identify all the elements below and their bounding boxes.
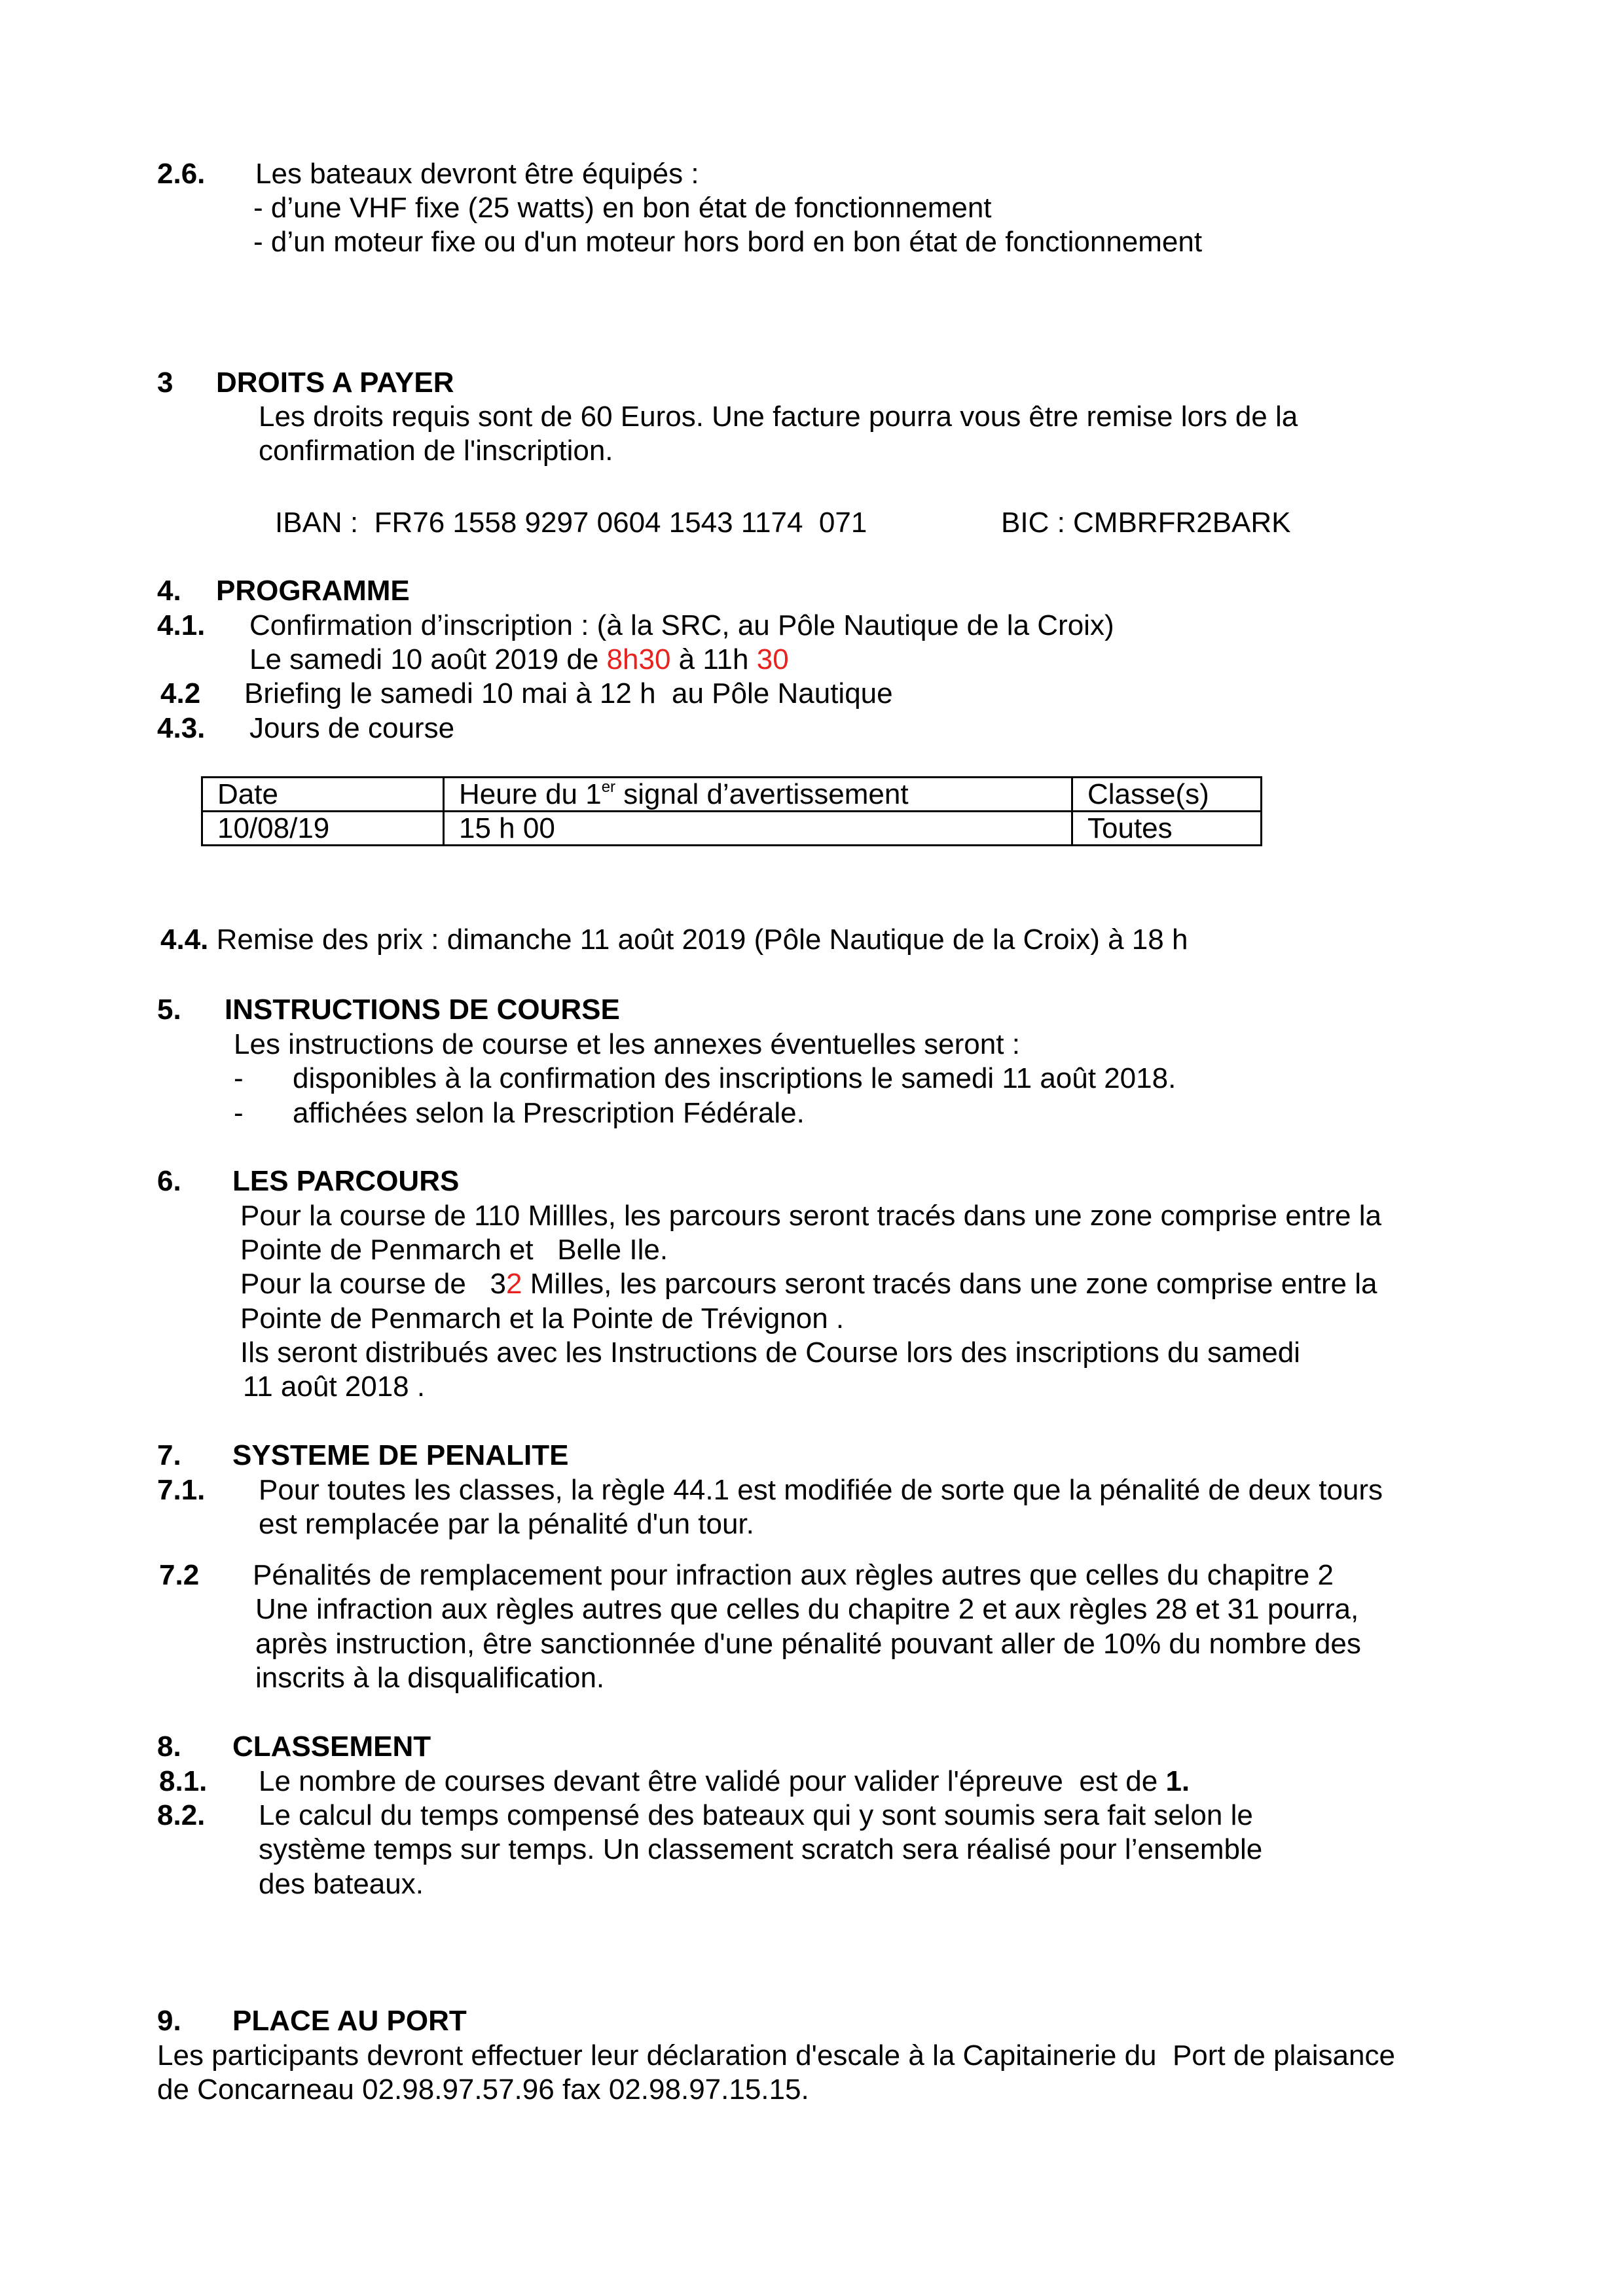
section-8-2-line3: des bateaux. — [259, 1868, 424, 1900]
section-8-number: 8. — [157, 1731, 181, 1763]
port-text-line2: de Concarneau 02.98.97.57.96 fax 02.98.97.15.15. — [157, 2073, 809, 2106]
section-8-1-text-part: Le nombre de courses devant être validé pour valider l'épreuve est de — [259, 1765, 1166, 1797]
table-cell-classes: Toutes — [1072, 812, 1262, 846]
courses-line4: Pointe de Penmarch et la Pointe de Trévignon . — [240, 1302, 845, 1335]
section-2-6-number: 2.6. — [157, 158, 206, 190]
table-header-row — [202, 778, 1262, 812]
confirmation-date-part: Le samedi 10 août 2019 de — [249, 643, 607, 675]
section-5-title: INSTRUCTIONS DE COURSE — [225, 994, 620, 1026]
section-7-2-line3: après instruction, être sanctionnée d'une pénalité pouvant aller de 10% du nombre des — [255, 1628, 1361, 1660]
confirmation-start-time: 8h30 — [606, 643, 671, 675]
section-4-4 — [160, 925, 1188, 954]
instructions-item-posting: affichées selon la Prescription Fédérale. — [293, 1097, 805, 1129]
race-schedule-table — [201, 776, 1262, 846]
confirmation-end-minutes: 30 — [756, 643, 789, 675]
table-header-signal-sup: er — [601, 778, 616, 796]
section-8-2-line2: système temps sur temps. Un classement scratch sera réalisé pour l’ensemble — [259, 1833, 1263, 1865]
bic-text: BIC : CMBRFR2BARK — [1001, 507, 1291, 539]
section-9-number: 9. — [157, 2005, 181, 2037]
courses-line5: Ils seront distribués avec les Instructions de Course lors des inscriptions du samedi — [240, 1336, 1300, 1369]
section-3-title: DROITS A PAYER — [216, 367, 454, 399]
table-header-signal-part: signal d’avertissement — [615, 778, 909, 810]
courses-line3 — [240, 1270, 1377, 1299]
section-4-2-number: 4.2 — [160, 677, 201, 709]
section-8-2-line1: Le calcul du temps compensé des bateaux qui y sont soumis sera fait selon le — [259, 1799, 1253, 1831]
section-4-2-text: Briefing le samedi 10 mai à 12 h au Pôle Nautique — [244, 677, 893, 709]
section-8-2-number: 8.2. — [157, 1799, 206, 1831]
section-8-1-number: 8.1. — [159, 1765, 208, 1797]
section-9-title: PLACE AU PORT — [232, 2005, 467, 2037]
equipment-item-vhf: - d’une VHF fixe (25 watts) en bon état de fonctionnement — [253, 192, 992, 224]
section-5-number: 5. — [157, 994, 181, 1026]
table-header-signal-part: Heure du 1 — [459, 778, 602, 810]
section-7-1-line2: est remplacée par la pénalité d'un tour. — [259, 1508, 754, 1540]
section-4-3-number: 4.3. — [157, 712, 206, 744]
table-row — [202, 812, 1262, 846]
confirmation-date — [249, 645, 789, 674]
section-7-2-number: 7.2 — [159, 1559, 200, 1591]
bullet-dash: - — [234, 1097, 244, 1129]
port-text-line1: Les participants devront effectuer leur déclaration d'escale à la Capitainerie du Port de plaisance — [157, 2039, 1395, 2072]
equipment-item-engine: - d’un moteur fixe ou d'un moteur hors bord en bon état de fonctionnement — [253, 226, 1203, 258]
section-4-3-text: Jours de course — [249, 712, 455, 744]
section-4-number: 4. — [157, 575, 181, 607]
bullet-dash: - — [234, 1062, 244, 1094]
section-7-title: SYSTEME DE PENALITE — [232, 1439, 569, 1471]
table-header-signal — [444, 778, 1072, 812]
section-4-1-text: Confirmation d’inscription : (à la SRC, au Pôle Nautique de la Croix) — [249, 609, 1114, 641]
courses-line3-part: Milles, les parcours seront tracés dans une zone comprise entre la — [522, 1268, 1377, 1300]
section-3-number: 3 — [157, 367, 173, 399]
table-header-classes: Classe(s) — [1072, 778, 1262, 812]
table-header-date: Date — [202, 778, 444, 812]
courses-line3-part: Pour la course de 3 — [240, 1268, 507, 1300]
confirmation-date-part: à 11h — [670, 643, 757, 675]
section-7-2-line4: inscrits à la disqualification. — [255, 1662, 605, 1694]
courses-line2: Pointe de Penmarch et Belle Ile. — [240, 1234, 668, 1266]
section-6-number: 6. — [157, 1165, 181, 1197]
courses-line1: Pour la course de 110 Millles, les parcours seront tracés dans une zone comprise entre la — [240, 1200, 1381, 1232]
table-cell-signal-time: 15 h 00 — [444, 812, 1072, 846]
section-4-1-number: 4.1. — [157, 609, 206, 641]
section-7-1-number: 7.1. — [157, 1474, 206, 1506]
section-7-2-line1: Pénalités de remplacement pour infraction aux règles autres que celles du chapitre 2 — [253, 1559, 1334, 1591]
fees-text-line2: confirmation de l'inscription. — [259, 435, 613, 467]
instructions-item-availability: disponibles à la confirmation des inscriptions le samedi 11 août 2018. — [293, 1062, 1176, 1094]
courses-distance-digit: 2 — [506, 1268, 522, 1300]
section-4-title: PROGRAMME — [216, 575, 410, 607]
iban-text: IBAN : FR76 1558 9297 0604 1543 1174 071 — [275, 507, 867, 539]
section-8-title: CLASSEMENT — [232, 1731, 431, 1763]
section-7-1-line1: Pour toutes les classes, la règle 44.1 est modifiée de sorte que la pénalité de deux tours — [259, 1474, 1383, 1506]
table-cell-date: 10/08/19 — [202, 812, 444, 846]
fees-text-line1: Les droits requis sont de 60 Euros. Une facture pourra vous être remise lors de la — [259, 401, 1298, 433]
section-5-intro: Les instructions de course et les annexes éventuelles seront : — [234, 1028, 1020, 1060]
section-4-4-text: Remise des prix : dimanche 11 août 2019 (Pôle Nautique de la Croix) à 18 h — [208, 924, 1188, 956]
section-4-4-number: 4.4. — [160, 924, 209, 956]
section-6-title: LES PARCOURS — [232, 1165, 460, 1197]
section-7-2-line2: Une infraction aux règles autres que celles du chapitre 2 et aux règles 28 et 31 pourra, — [255, 1593, 1359, 1625]
section-8-1-text — [259, 1767, 1190, 1796]
section-7-number: 7. — [157, 1439, 181, 1471]
courses-line6: 11 août 2018 . — [243, 1371, 426, 1403]
section-2-6-title: Les bateaux devront être équipés : — [255, 158, 699, 190]
section-8-1-count: 1. — [1165, 1765, 1190, 1797]
